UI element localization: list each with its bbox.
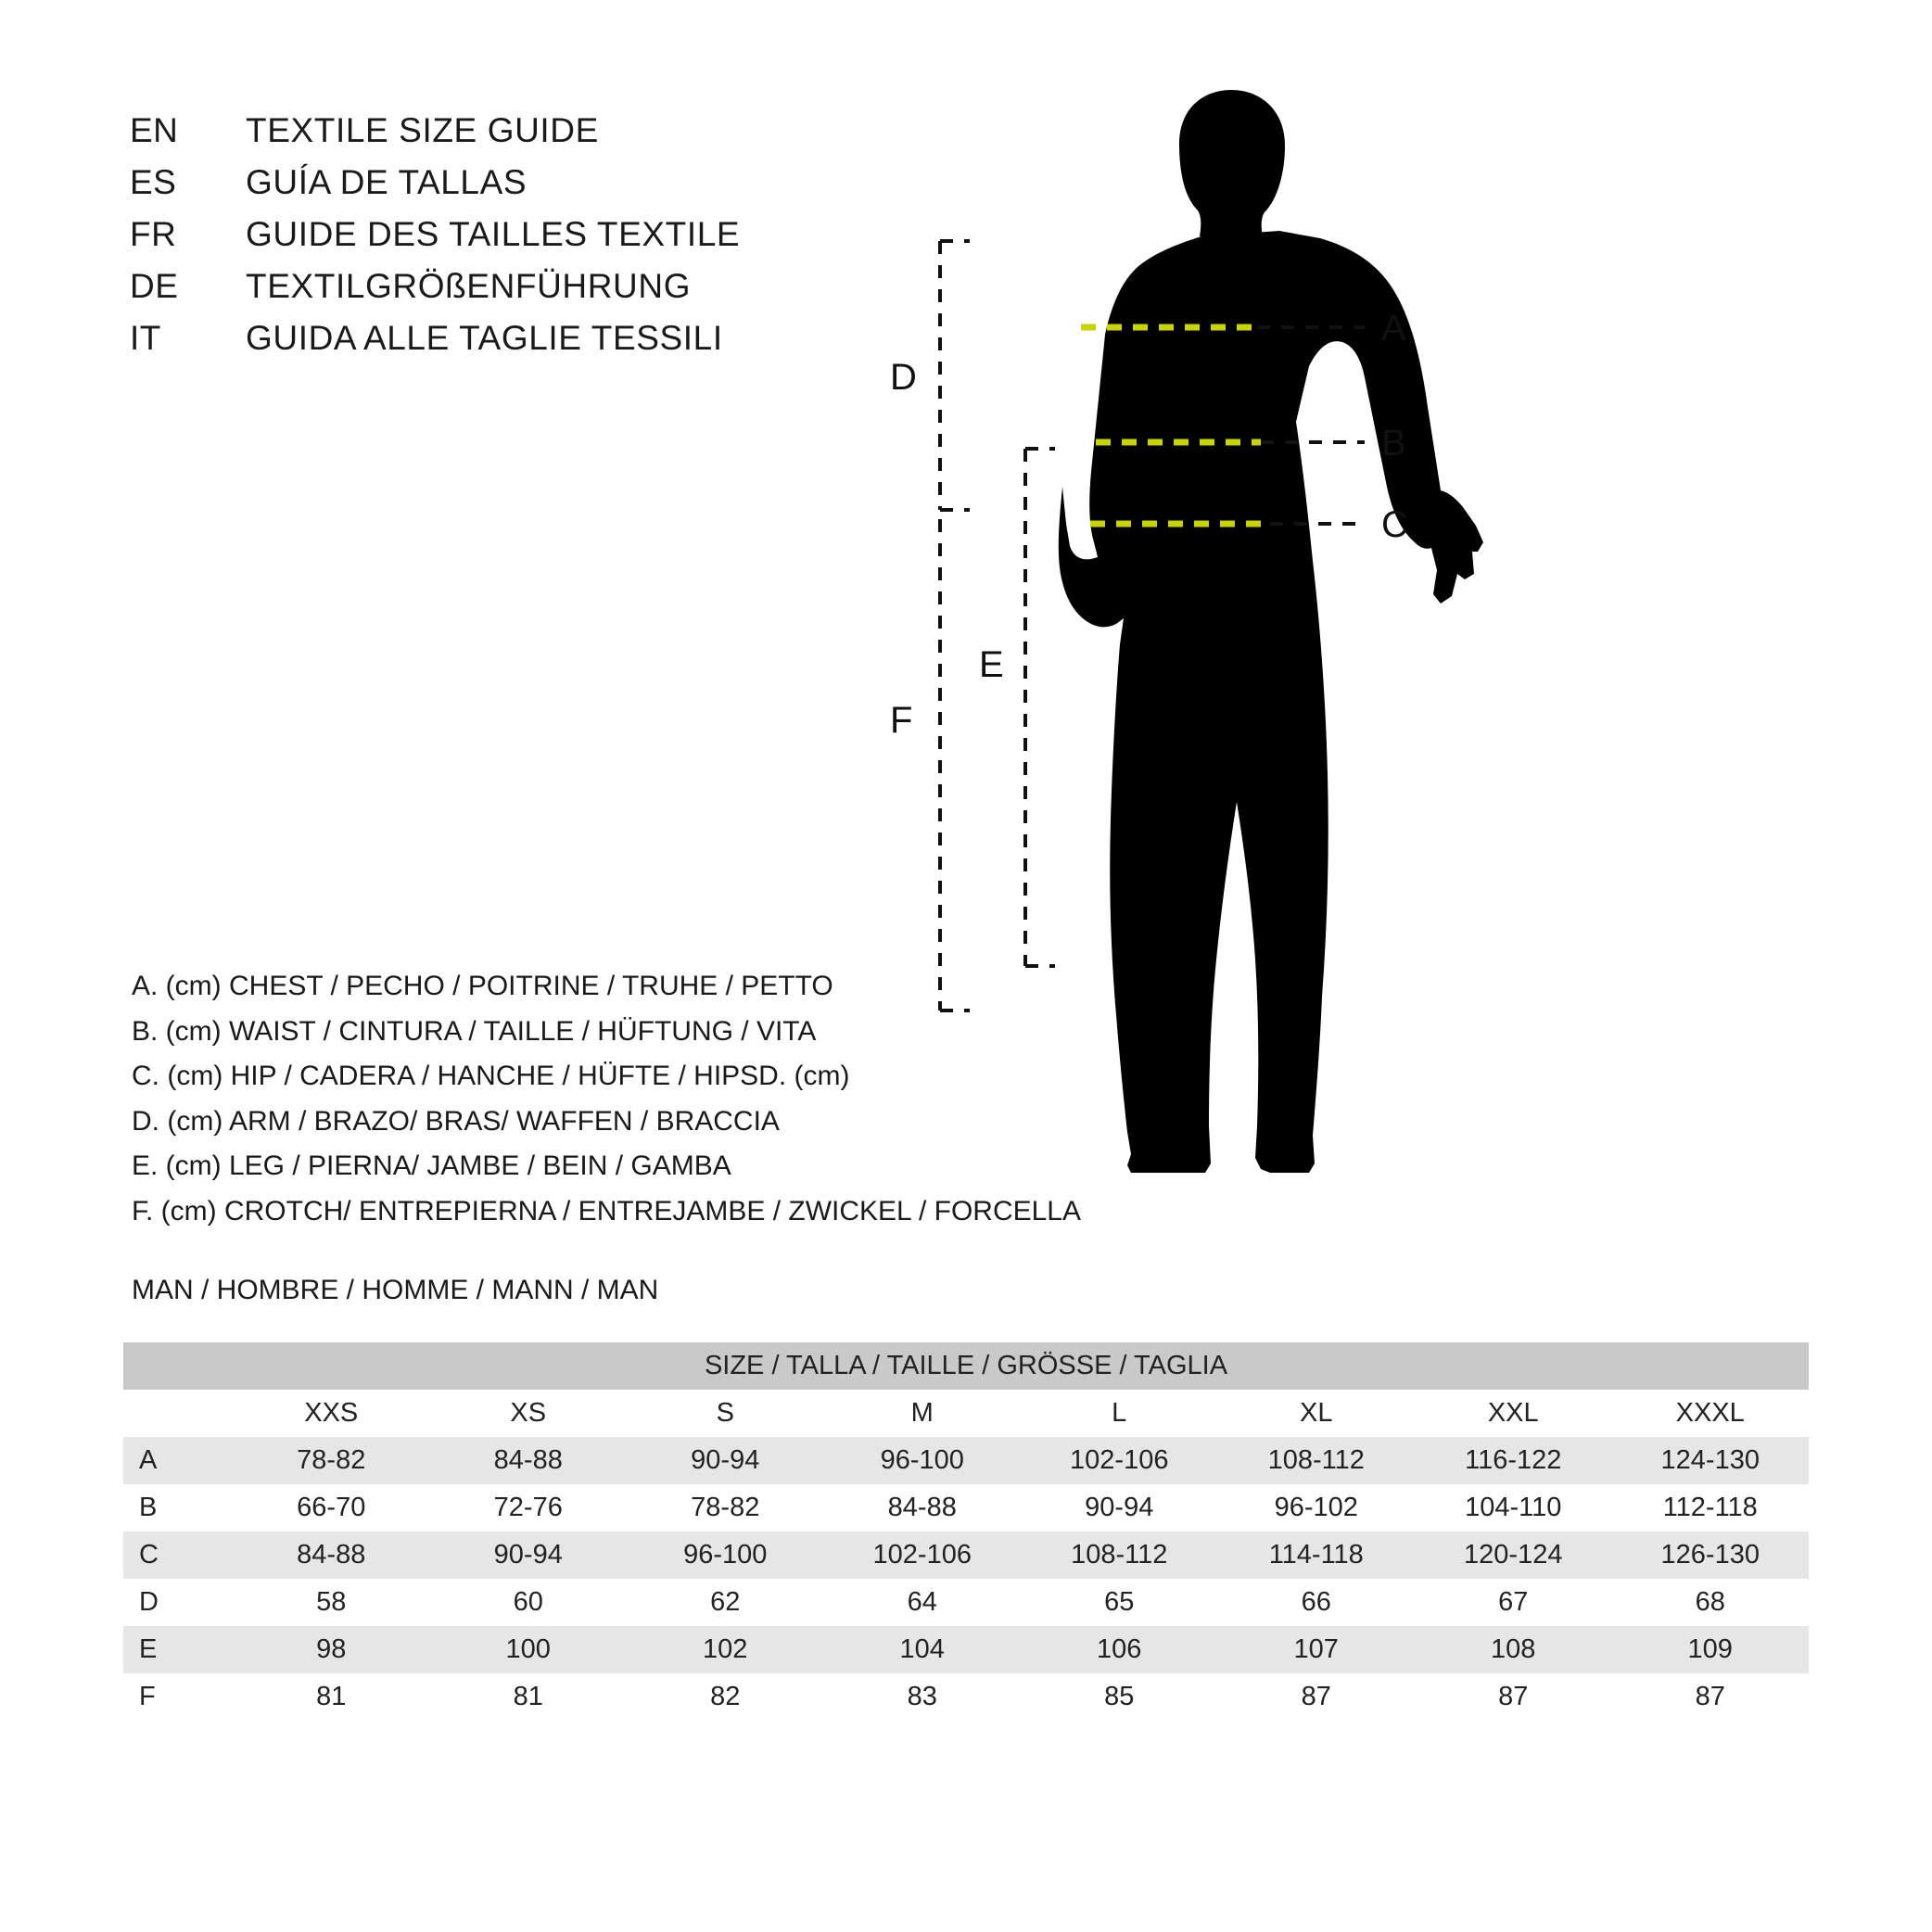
cell-f-l: 85: [1021, 1673, 1218, 1721]
title-lang-fr: FR: [130, 215, 177, 253]
cell-d-xxs: 58: [233, 1579, 430, 1626]
cell-b-xs: 72-76: [430, 1484, 628, 1532]
cell-f-s: 82: [627, 1673, 824, 1721]
cell-d-l: 65: [1021, 1579, 1218, 1626]
size-col-l: L: [1021, 1390, 1218, 1437]
cell-f-xs: 81: [430, 1673, 628, 1721]
title-block: [130, 111, 740, 371]
cell-b-m: 84-88: [824, 1484, 1022, 1532]
bracket-label-e: E: [979, 644, 1004, 685]
bracket-label-d: D: [890, 357, 917, 398]
legend-line-b: B. (cm) WAIST / CINTURA / TAILLE / HÜFTUNG / VITA: [132, 1015, 817, 1047]
cell-e-xl: 107: [1218, 1626, 1416, 1673]
cell-e-s: 102: [627, 1626, 824, 1673]
title-text-es: GUÍA DE TALLAS: [246, 163, 527, 201]
cell-e-m: 104: [824, 1626, 1022, 1673]
cell-d-xxl: 67: [1415, 1579, 1612, 1626]
cell-d-s: 62: [627, 1579, 824, 1626]
cell-b-l: 90-94: [1021, 1484, 1218, 1532]
cell-d-xs: 60: [430, 1579, 628, 1626]
title-text-it: GUIDA ALLE TAGLIE TESSILI: [246, 319, 723, 357]
row-label-c: C: [123, 1532, 233, 1579]
title-row-fr: [130, 215, 740, 267]
table-header-row: [123, 1342, 1809, 1390]
size-table-wrapper: [123, 1342, 1809, 1721]
callout-label-a: A: [1381, 308, 1406, 349]
size-col-s: S: [627, 1390, 824, 1437]
gender-label: MAN / HOMBRE / HOMME / MANN / MAN: [132, 1275, 659, 1305]
cell-f-m: 83: [824, 1673, 1022, 1721]
cell-c-l: 108-112: [1021, 1532, 1218, 1579]
table-size-row: [123, 1390, 1809, 1437]
title-lang-es: ES: [130, 163, 177, 201]
cell-b-xl: 96-102: [1218, 1484, 1416, 1532]
row-label-d: D: [123, 1579, 233, 1626]
callout-label-c: C: [1381, 504, 1408, 545]
title-text-de: TEXTILGRÖßENFÜHRUNG: [246, 267, 692, 305]
size-col-xl: XL: [1218, 1390, 1416, 1437]
table-row: [123, 1484, 1809, 1532]
cell-b-xxxl: 112-118: [1612, 1484, 1810, 1532]
table-corner-cell: [123, 1390, 233, 1437]
cell-a-xxs: 78-82: [233, 1437, 430, 1484]
cell-a-xl: 108-112: [1218, 1437, 1416, 1484]
legend-line-e: E. (cm) LEG / PIERNA/ JAMBE / BEIN / GAMBA: [132, 1150, 731, 1181]
cell-d-xxxl: 68: [1612, 1579, 1810, 1626]
title-text-fr: GUIDE DES TAILLES TEXTILE: [246, 215, 741, 253]
cell-e-xxl: 108: [1415, 1626, 1612, 1673]
cell-c-xxxl: 126-130: [1612, 1532, 1810, 1579]
table-row: [123, 1437, 1809, 1484]
cell-a-l: 102-106: [1021, 1437, 1218, 1484]
cell-b-xxl: 104-110: [1415, 1484, 1612, 1532]
cell-c-xxs: 84-88: [233, 1532, 430, 1579]
callout-label-b: B: [1381, 423, 1406, 464]
bracket-label-f: F: [890, 700, 913, 741]
cell-e-xs: 100: [430, 1626, 628, 1673]
table-row: [123, 1626, 1809, 1673]
cell-e-xxxl: 109: [1612, 1626, 1810, 1673]
legend-line-c: C. (cm) HIP / CADERA / HANCHE / HÜFTE / HIPSD. (cm): [132, 1061, 850, 1091]
size-col-xxxl: XXXL: [1612, 1390, 1810, 1437]
title-row-de: [130, 267, 740, 319]
title-row-it: [130, 319, 740, 371]
cell-a-xxxl: 124-130: [1612, 1437, 1810, 1484]
cell-a-xxl: 116-122: [1415, 1437, 1612, 1484]
row-label-b: B: [123, 1484, 233, 1532]
table-row: [123, 1579, 1809, 1626]
cell-b-s: 78-82: [627, 1484, 824, 1532]
row-label-f: F: [123, 1673, 233, 1721]
cell-c-xs: 90-94: [430, 1532, 628, 1579]
cell-c-xxl: 120-124: [1415, 1532, 1612, 1579]
size-col-m: M: [824, 1390, 1022, 1437]
title-lang-en: EN: [130, 111, 179, 149]
size-col-xs: XS: [430, 1390, 628, 1437]
table-row: [123, 1532, 1809, 1579]
body-measurement-diagram: [1038, 88, 1817, 1228]
cell-c-s: 96-100: [627, 1532, 824, 1579]
cell-d-xl: 66: [1218, 1579, 1416, 1626]
row-label-a: A: [123, 1437, 233, 1484]
size-col-xxl: XXL: [1415, 1390, 1612, 1437]
size-col-xxs: XXS: [233, 1390, 430, 1437]
bracket-group: [890, 213, 1150, 1196]
cell-b-xxs: 66-70: [233, 1484, 430, 1532]
title-row-en: [130, 111, 740, 163]
row-label-e: E: [123, 1626, 233, 1673]
cell-c-m: 102-106: [824, 1532, 1022, 1579]
title-text-en: TEXTILE SIZE GUIDE: [246, 111, 599, 149]
table-row: [123, 1673, 1809, 1721]
cell-f-xl: 87: [1218, 1673, 1416, 1721]
legend-line-d: D. (cm) ARM / BRAZO/ BRAS/ WAFFEN / BRACCIA: [132, 1105, 780, 1137]
cell-c-xl: 114-118: [1218, 1532, 1416, 1579]
cell-f-xxs: 81: [233, 1673, 430, 1721]
title-lang-de: DE: [130, 267, 179, 305]
cell-a-s: 90-94: [627, 1437, 824, 1484]
legend-line-a: A. (cm) CHEST / PECHO / POITRINE / TRUHE / PETTO: [132, 971, 833, 1001]
cell-f-xxl: 87: [1415, 1673, 1612, 1721]
cell-a-m: 96-100: [824, 1437, 1022, 1484]
table-header-label: SIZE / TALLA / TAILLE / GRÖSSE / TAGLIA: [704, 1351, 1228, 1380]
cell-f-xxxl: 87: [1612, 1673, 1810, 1721]
title-lang-it: IT: [130, 319, 161, 357]
cell-d-m: 64: [824, 1579, 1022, 1626]
cell-e-l: 106: [1021, 1626, 1218, 1673]
cell-a-xs: 84-88: [430, 1437, 628, 1484]
cell-e-xxs: 98: [233, 1626, 430, 1673]
legend-line-f: F. (cm) CROTCH/ ENTREPIERNA / ENTREJAMBE / ZWICKEL / FORCELLA: [132, 1195, 1081, 1227]
size-table: [123, 1342, 1809, 1721]
title-row-es: [130, 163, 740, 215]
